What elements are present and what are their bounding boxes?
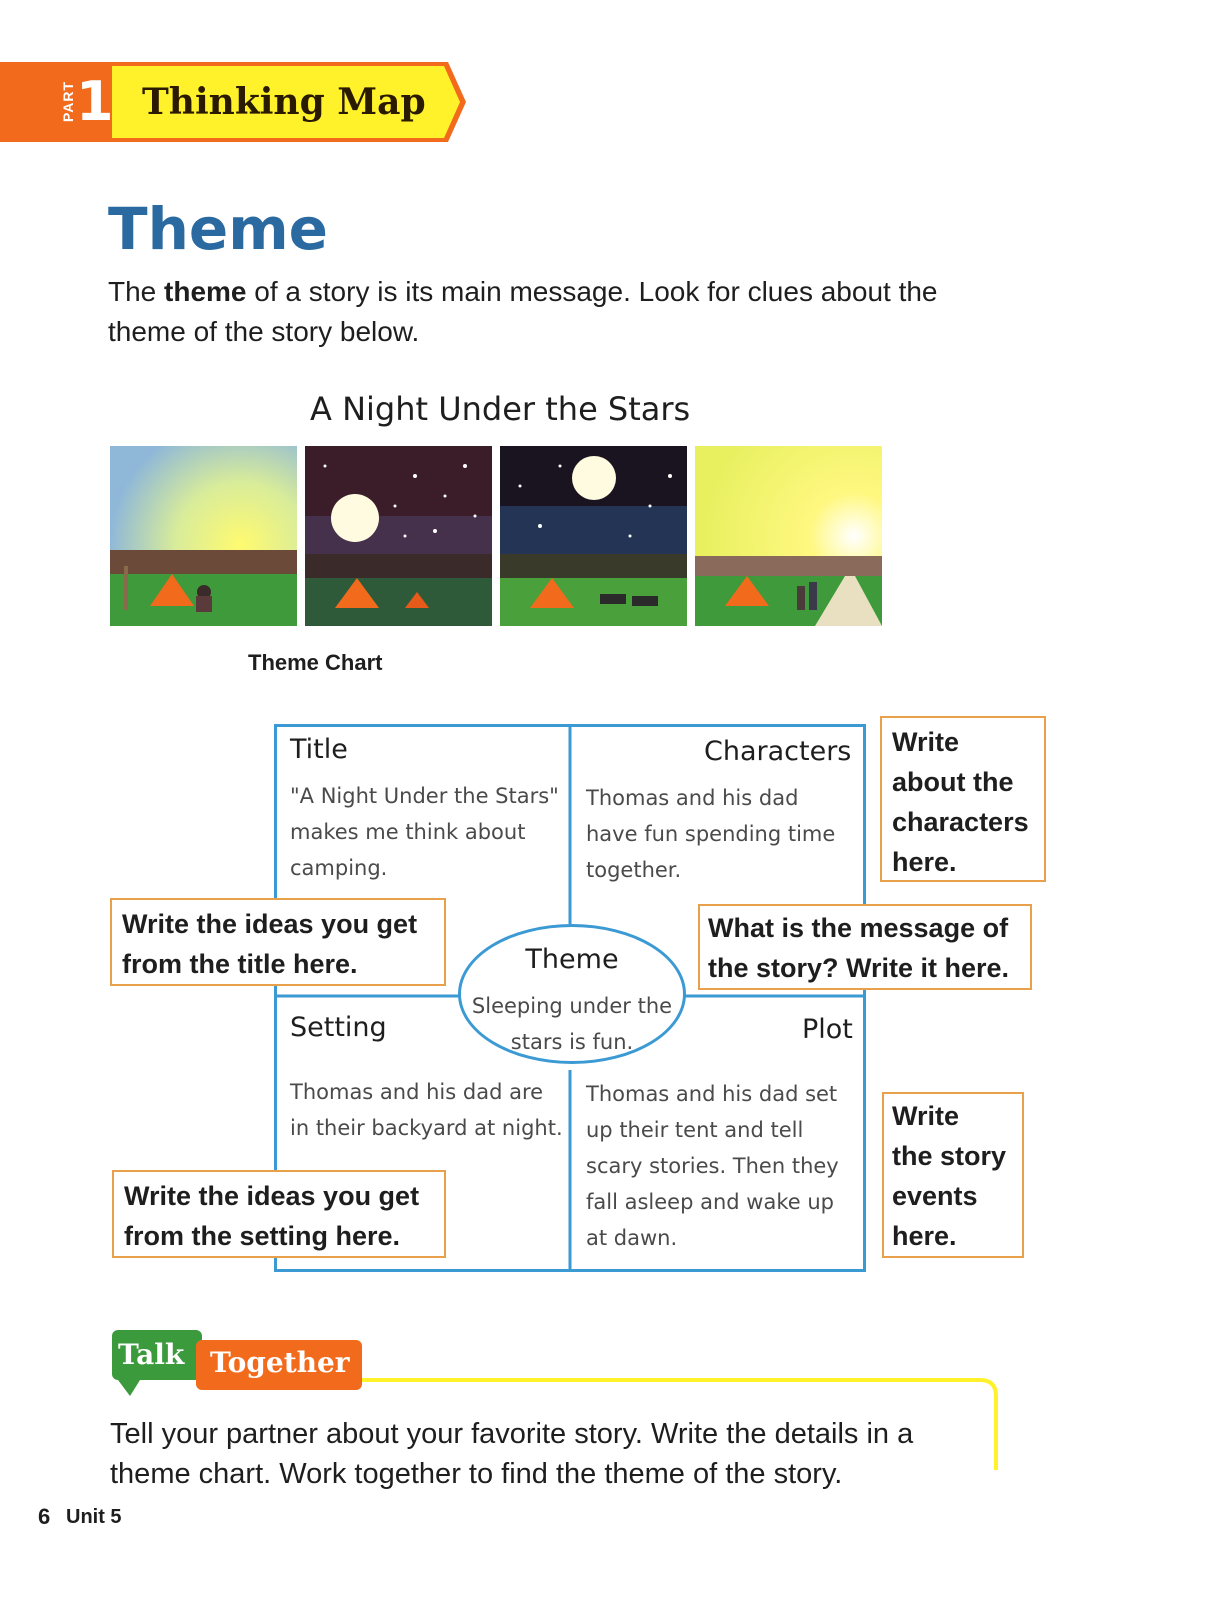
- banner-title: Thinking Map: [142, 81, 426, 123]
- talk-together-text: Tell your partner about your favorite story. Write the details in a theme chart. Work together to find the theme of the story.: [110, 1418, 914, 1490]
- theme-answer: Sleeping under the stars is fun.: [471, 994, 673, 1054]
- unit-label: Unit 5: [66, 1506, 122, 1528]
- callout-message: What is the message of the story? Write it here.: [698, 904, 1032, 990]
- story-panel-3: [500, 446, 687, 626]
- callout-characters: Write about the characters here.: [880, 716, 1046, 882]
- callout-title: Write the ideas you get from the title here.: [110, 898, 446, 986]
- title-answer: "A Night Under the Stars" makes me think about camping.: [290, 784, 559, 880]
- together-label: Together: [210, 1346, 350, 1379]
- characters-answer: Thomas and his dad have fun spending time together.: [586, 786, 836, 882]
- theme-heading: Theme: [525, 944, 619, 975]
- plot-heading: Plot: [802, 1014, 853, 1045]
- chart-label: Theme Chart: [248, 650, 383, 675]
- plot-answer: Thomas and his dad set up their tent and tell scary stories. Then they fall asleep and wake up at dawn.: [586, 1082, 839, 1250]
- talk-label: Talk: [118, 1338, 185, 1371]
- setting-answer: Thomas and his dad are in their backyard at night.: [290, 1080, 563, 1140]
- story-panel-1: [110, 446, 297, 626]
- characters-heading: Characters: [704, 736, 852, 767]
- setting-heading: Setting: [290, 1012, 387, 1043]
- page-number: 6: [38, 1504, 51, 1529]
- callout-events: Write the story events here.: [882, 1092, 1024, 1258]
- story-panel-4: [695, 446, 882, 626]
- part-number: 1: [76, 70, 114, 133]
- callout-setting: Write the ideas you get from the setting here.: [112, 1170, 446, 1258]
- page-title: Theme: [108, 195, 328, 263]
- part-label: PART: [60, 80, 76, 122]
- title-heading: Title: [290, 734, 348, 765]
- story-panel-2: [305, 446, 492, 626]
- story-title: A Night Under the Stars: [310, 390, 691, 428]
- intro-paragraph: The theme of a story is its main message. Look for clues about the theme of the story below.: [108, 276, 938, 347]
